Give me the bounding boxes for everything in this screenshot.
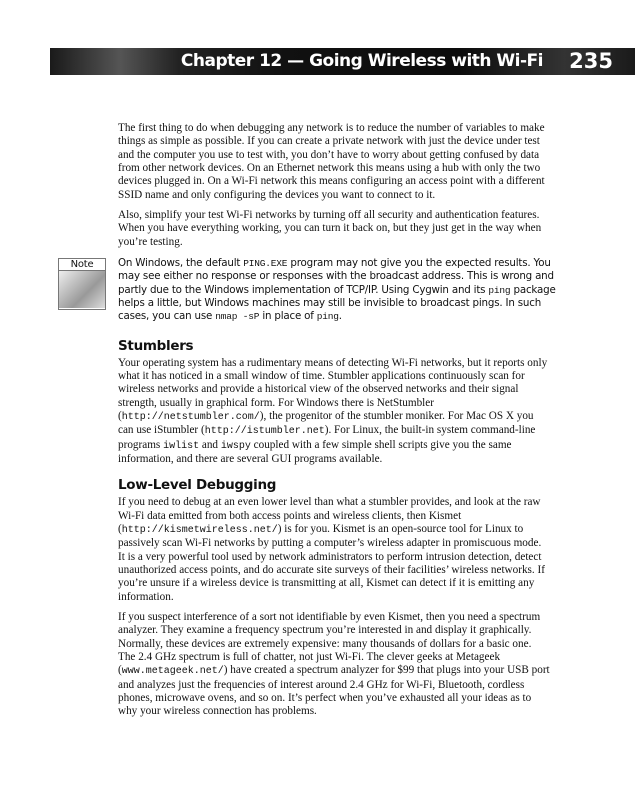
paragraph	[118, 611, 550, 719]
page-number: 235	[569, 49, 613, 73]
text-run: ) is for you. Kismet is an open-source tool for Linux to passively scan Wi-Fi networks by putting a computer’s wireless adapter in promiscuous mode. It is a very powerful tool used by network administrators to perform intrusion detection, detect unauthorized access points, and do accurate site surveys of their facilities’ wireless networks. If you’re unsure if a wireless device is transmitting at all, Kismet can detect if it is emitting any information.	[118, 523, 545, 603]
text-run: ) have created a spectrum analyzer for $99 that plugs into your USB port and analyzes just the frequencies of interest around 2.4 GHz for Wi-Fi, Bluetooth, cordless phones, microwave ovens, and so on. It’s perfect when you’ve exhausted all your ideas as to why your wireless connection has problems.	[118, 664, 550, 718]
text-run: The first thing to do when debugging any network is to reduce the number of variables to make things as simple as possible. If you can create a private network with just the device under test and the computer you use to test with, you don’t have to worry about getting confused by data from other network devices. On an Ethernet network this means using a hub with only the two devices plugged in. On a Wi-Fi network this means configuring an access point with a different SSID name and only configuring the devices you want to connect to it.	[118, 122, 545, 201]
text-run: If you need to debug at an even lower level than what a stumbler provides, and look at the raw Wi-Fi data emitted from both access points and wireless clients, then Kismet (	[118, 496, 541, 536]
page-body	[70, 122, 556, 726]
inline-code: www.metageek.net/	[121, 666, 224, 678]
inline-code: PING.EXE	[243, 258, 288, 270]
note-icon	[58, 258, 106, 310]
chapter-header-bar	[50, 48, 635, 75]
section-heading: Low-Level Debugging	[118, 477, 277, 494]
paragraph	[118, 209, 550, 249]
text-run: Your operating system has a rudimentary means of detecting Wi-Fi networks, but it reports only what it has noticed in a small window of time. Stumbler applications continuously scan for wireless networks and provide a historical view of the observed networks and their signal strength, usually in graphical form. For Windows there is NetStumbler (	[118, 356, 548, 422]
inline-code: iwspy	[220, 440, 251, 452]
inline-code: http://istumbler.net	[204, 426, 325, 438]
text-run: in place of	[259, 310, 317, 323]
text-run: program may not give you the expected results. You may see either no response or responses with the broadcast address. This is wrong and partly due to the Windows implementation of TCP/IP. Using Cygwin and its	[118, 257, 554, 296]
text-run: .	[338, 310, 342, 323]
text-run: If you suspect interference of a sort not identifiable by even Kismet, then you need a spectrum analyzer. They examine a frequency spectrum you’re interested in and display it graphically. Normally, these devices are extremely expensive: many thousands of dollars for a basic one. The 2.4 GHz spectrum is full of chatter, not just Wi-Fi. The clever geeks at Metageek (	[118, 611, 541, 677]
chapter-title: Chapter 12 — Going Wireless with Wi-Fi	[180, 51, 543, 71]
text-run: On Windows, the default	[118, 257, 244, 270]
text-run: and	[199, 438, 221, 451]
inline-code: http://netstumbler.com/	[121, 411, 260, 423]
text-run: ), the progenitor of the stumbler moniker. For Mac OS X you can use iStumbler (	[118, 409, 534, 437]
inline-code: nmap -sP	[215, 311, 260, 323]
paragraph	[118, 357, 550, 467]
inline-code: ping	[316, 311, 339, 323]
text-run: package helps a little, but Windows machines may still be invisible to broadcast pings. In such cases, you can use	[118, 283, 556, 323]
paragraph	[118, 496, 550, 604]
inline-code: ping	[488, 284, 511, 296]
note-illustration	[59, 271, 105, 308]
paragraph	[118, 122, 550, 202]
section-heading: Stumblers	[118, 337, 194, 354]
text-run: ). For Linux, the built-in system command-line programs	[118, 424, 536, 451]
note-label: Note	[59, 259, 105, 271]
text-run: coupled with a few simple shell scripts give you the same information, and there are several GUI programs available.	[118, 438, 512, 465]
text-run: Also, simplify your test Wi-Fi networks by turning off all security and authentication features. When you have everything working, you can turn it back on, but they just get in the way when you’re testing.	[118, 209, 542, 248]
note-box	[70, 257, 558, 323]
inline-code: http://kismetwireless.net/	[121, 525, 278, 537]
inline-code: iwlist	[163, 440, 200, 452]
